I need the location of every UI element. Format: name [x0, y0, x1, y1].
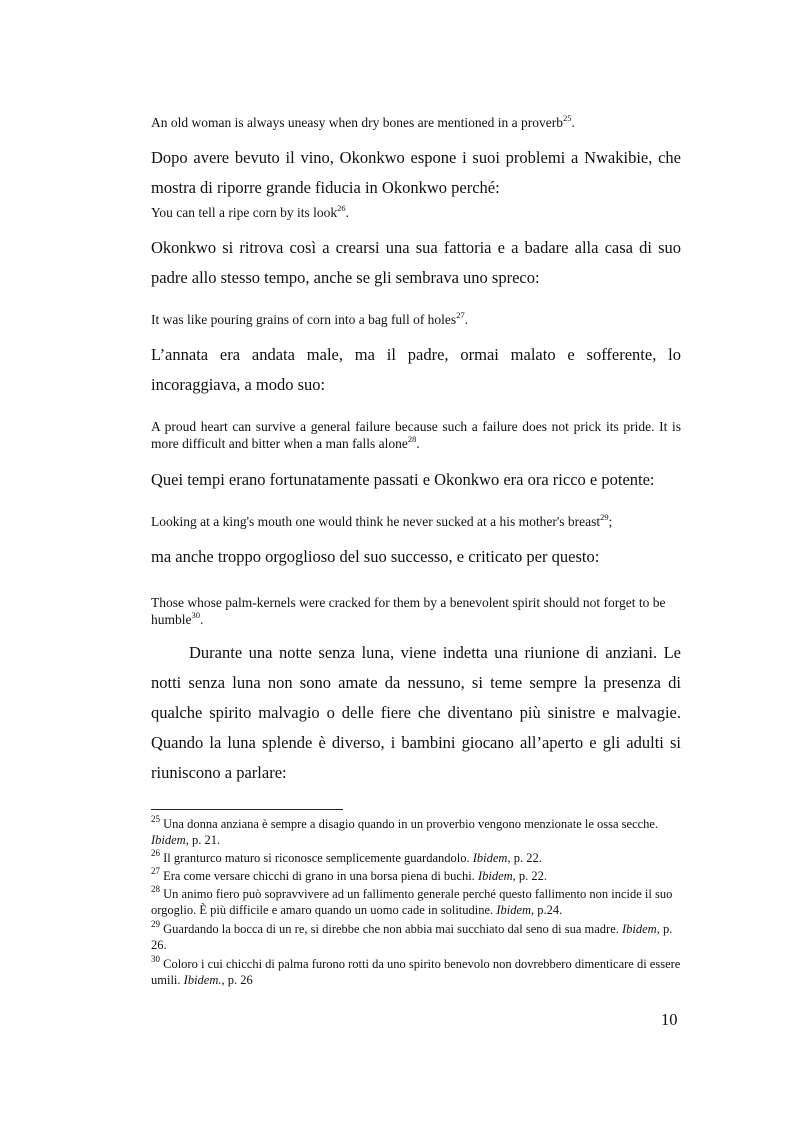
footnote-ref[interactable]: 28 [407, 433, 417, 444]
footnote-ref[interactable]: 30 [191, 609, 200, 620]
quote-text: An old woman is always uneasy when dry bones are mentioned in a proverb [151, 115, 564, 130]
quote-27: It was like pouring grains of corn into a bag full of holes$^{27}$. [151, 309, 469, 327]
quote-25: An old woman is always uneasy when dry bones are mentioned in a proverb$^{25}$. [151, 112, 575, 130]
paragraph-5: ma anche troppo orgoglioso del suo successo, e criticato per questo: [151, 547, 600, 566]
quote-28: A proud heart can survive a general failure because such a failure does not prick its pride. It is more difficult and bitter when a man falls alone$^{28}$. [151, 419, 681, 451]
footnote-29: $^{29}$ Guardando la bocca di un re, si direbbe che non abbia mai succhiato dal seno di sua madre. Ibidem, p. 26. [151, 918, 673, 952]
footnote-25: $^{25}$ Una donna anziana è sempre a disagio quando in un proverbio vengono menzionate le ossa secche. Ibidem, p. 21. [151, 813, 659, 847]
footnote-ref[interactable]: 29 [600, 511, 609, 522]
quote-text: Those whose palm-kernels were cracked for them by a benevolent spirit should not forget to be humble [151, 595, 666, 627]
paragraph-3: L’annata era andata male, ma il padre, ormai malato e sofferente, lo incoraggiava, a modo suo: [151, 345, 681, 394]
footnote-ref[interactable]: 26 [337, 202, 346, 213]
paragraph-4: Quei tempi erano fortunatamente passati e Okonkwo era ora ricco e potente: [151, 470, 655, 489]
footnote-28: $^{28}$ Un animo fiero può sopravvivere ad un fallimento generale perché questo fallimento non incide il suo orgoglio. È più difficile e amaro quando un uomo cade in solitudine. Ibidem, p.24. [151, 883, 673, 917]
page-number: 10 [661, 1010, 678, 1029]
quote-text: Looking at a king's mouth one would think he never sucked at a his mother's breast [151, 514, 601, 529]
paragraph-1: Dopo avere bevuto il vino, Okonkwo espone i suoi problemi a Nwakibie, che mostra di riporre grande fiducia in Okonkwo perché: [151, 148, 681, 197]
footnote-separator [151, 809, 343, 810]
quote-29: Looking at a king's mouth one would think he never sucked at a his mother's breast$^{29}$; [151, 511, 613, 529]
quote-text: A proud heart can survive a general failure because such a failure does not prick its pride. It is more difficult and bitter when a man falls alone [151, 419, 681, 451]
footnote-27: $^{27}$ Era come versare chicchi di grano in una borsa piena di buchi. Ibidem, p. 22. [151, 865, 548, 883]
footnote-30: $^{30}$ Coloro i cui chicchi di palma furono rotti da uno spirito benevolo non dovrebbero dimenticare di essere umili. Ibidem., p. 26 [151, 953, 681, 987]
quote-text: It was like pouring grains of corn into a bag full of holes [151, 312, 457, 327]
quote-text: You can tell a ripe corn by its look [151, 205, 338, 220]
paragraph-2: Okonkwo si ritrova così a crearsi una sua fattoria e a badare alla casa di suo padre allo stesso tempo, anche se gli sembrava uno spreco: [151, 238, 681, 287]
footnote-ref[interactable]: 25 [563, 112, 572, 123]
quote-26: You can tell a ripe corn by its look$^{26}$. [151, 202, 349, 220]
footnote-26: $^{26}$ Il granturco maturo si riconosce semplicemente guardandolo. Ibidem, p. 22. [151, 847, 542, 865]
quote-30: Those whose palm-kernels were cracked for them by a benevolent spirit should not forget to be humble$^{30}$. [151, 595, 666, 627]
footnote-ref[interactable]: 27 [456, 309, 465, 320]
paragraph-6: Durante una notte senza luna, viene indetta una riunione di anziani. Le notti senza luna non sono amate da nessuno, si teme sempre la presenza di qualche spirito malvagio o delle fiere che diventano più sinistre e malvagie. Quando la luna splende è diverso, i bambini giocano all’aperto e gli adulti si riuniscono a parlare: [151, 643, 681, 782]
